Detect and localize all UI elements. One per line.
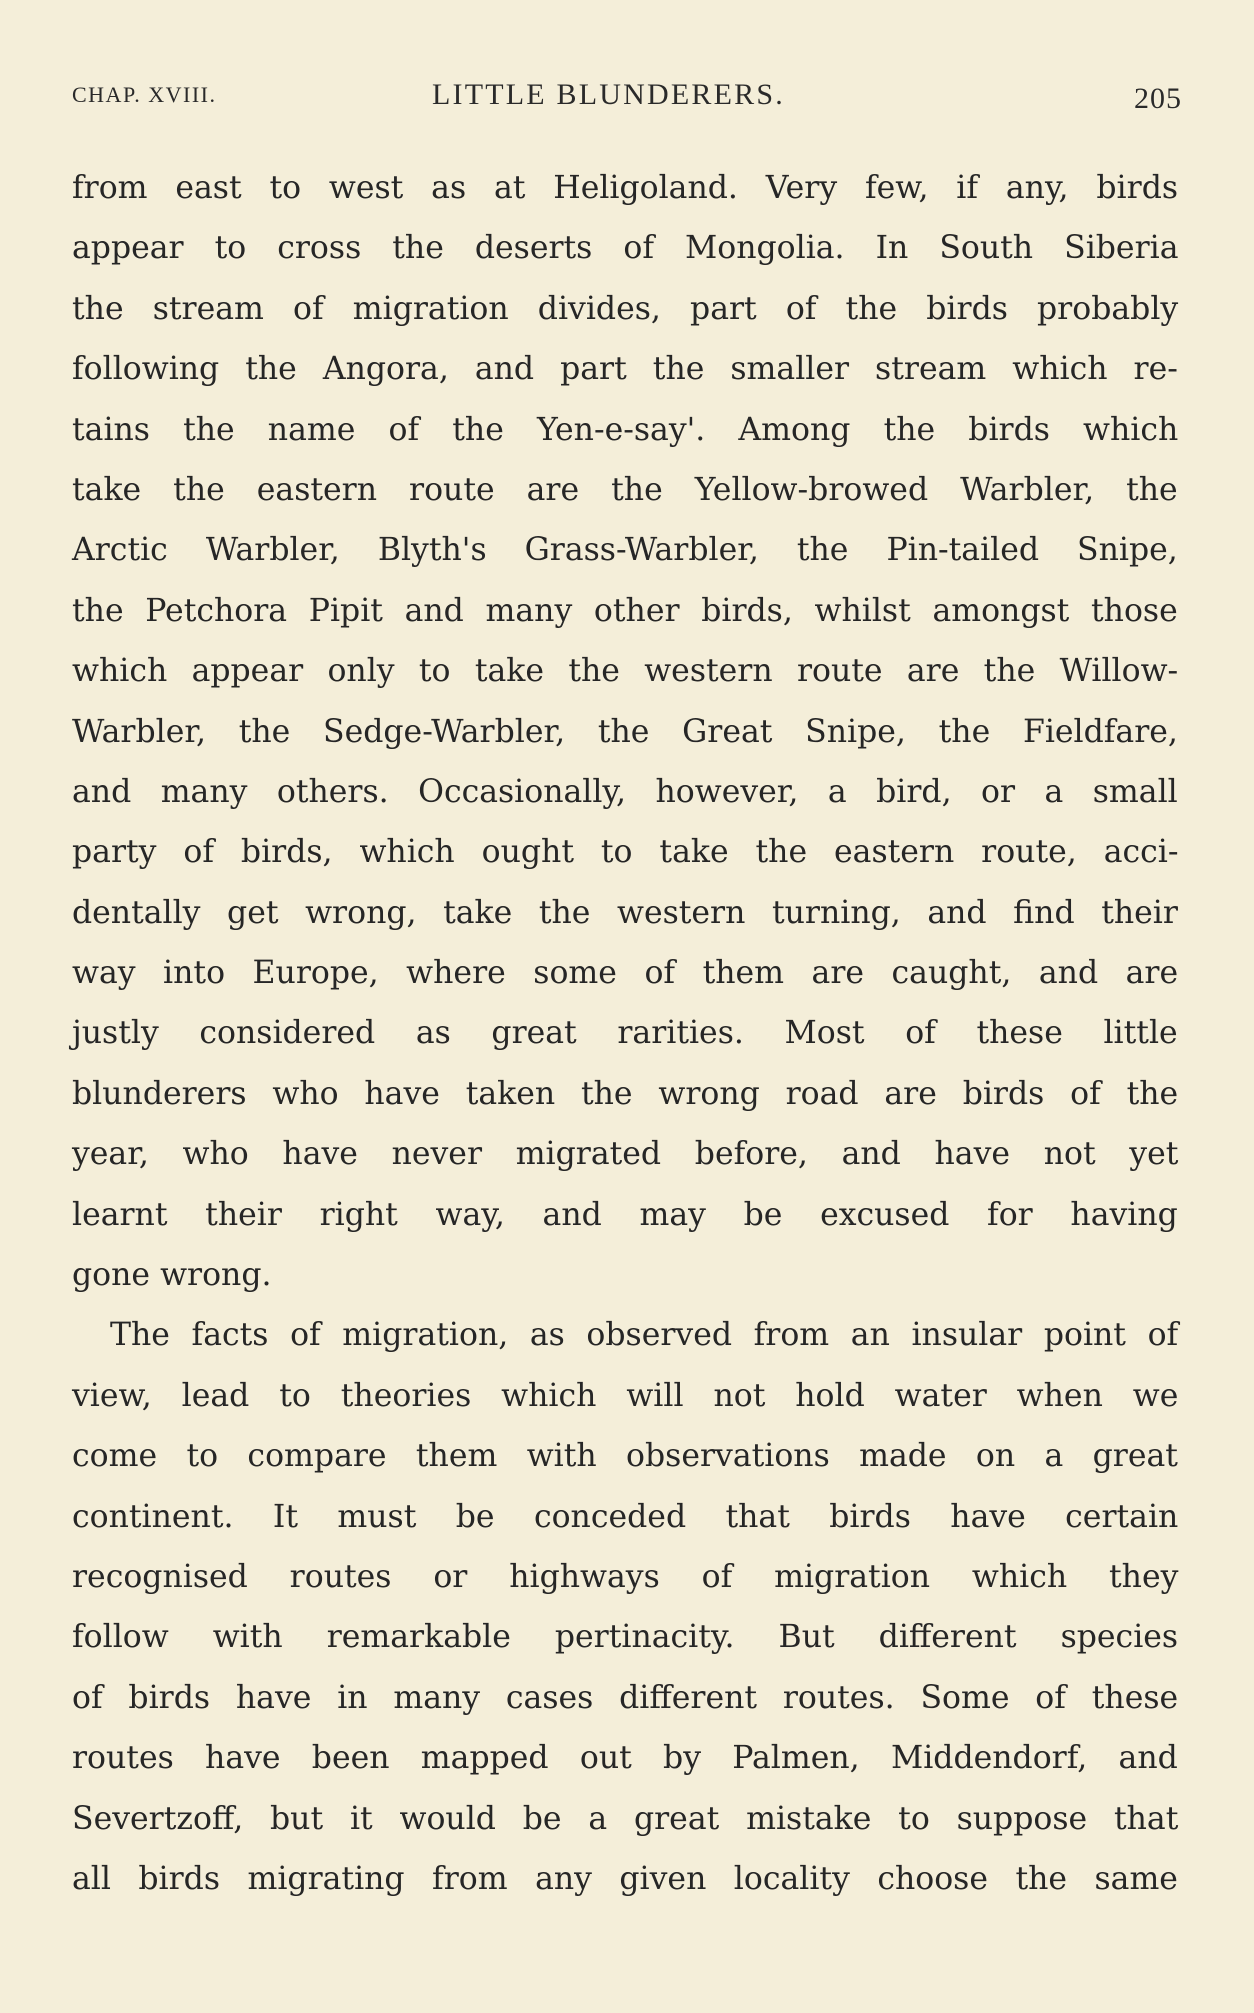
- text-line: from east to west as at Heligoland. Very few, if any, birds: [72, 170, 1179, 206]
- text-line: continent. It must be conceded that birds have certain: [72, 1498, 1179, 1535]
- chapter-label: CHAP. XVIII.: [72, 82, 217, 107]
- text-line: dentally get wrong, take the western turning, and find their: [72, 894, 1178, 931]
- text-line: follow with remarkable pertinacity. But different species: [72, 1619, 1179, 1656]
- text-line: year, who have never migrated before, and have not yet: [72, 1136, 1179, 1173]
- page-number: 205: [1134, 82, 1182, 115]
- text-line: come to compare them with observations made on a great: [72, 1438, 1178, 1475]
- text-line: Arctic Warbler, Blyth's Grass-Warbler, the Pin-tailed Snipe,: [72, 532, 1178, 569]
- text-line: party of birds, which ought to take the eastern route, acci-: [72, 834, 1179, 871]
- text-line: which appear only to take the western route are the Willow-: [72, 653, 1179, 690]
- text-line: and many others. Occasionally, however, a bird, or a small: [72, 773, 1178, 810]
- text-line: recognised routes or highways of migration which they: [72, 1558, 1179, 1595]
- text-line: Severtzoff, but it would be a great mistake to suppose that: [72, 1800, 1179, 1837]
- text-line: Warbler, the Sedge-Warbler, the Great Snipe, the Fieldfare,: [72, 713, 1178, 750]
- text-line: routes have been mapped out by Palmen, Middendorf, and: [72, 1740, 1178, 1777]
- paragraph-2: [72, 1305, 1178, 1909]
- running-title: LITTLE BLUNDERERS.: [432, 78, 785, 111]
- text-line: all birds migrating from any given locality choose the same: [72, 1860, 1178, 1897]
- body-text: [72, 158, 1178, 1909]
- text-line: blunderers who have taken the wrong road are birds of the: [72, 1075, 1179, 1112]
- text-line: view, lead to theories which will not hold water when we: [72, 1377, 1179, 1414]
- paragraph-1: [72, 158, 1178, 1305]
- text-line: the Petchora Pipit and many other birds, whilst amongst those: [72, 592, 1178, 629]
- running-header: [72, 78, 1182, 118]
- text-line: the stream of migration divides, part of the birds probably: [72, 290, 1179, 327]
- text-line: learnt their right way, and may be excused for having: [72, 1196, 1178, 1233]
- text-line: appear to cross the deserts of Mongolia. In South Siberia: [72, 230, 1179, 267]
- text-line: of birds have in many cases different routes. Some of these: [72, 1679, 1179, 1716]
- text-line: gone wrong.: [72, 1257, 272, 1294]
- text-line: following the Angora, and part the smaller stream which re-: [72, 351, 1178, 388]
- text-line: justly considered as great rarities. Most of these little: [72, 1015, 1178, 1052]
- text-line: The facts of migration, as observed from an insular point of: [110, 1317, 1179, 1354]
- text-line: take the eastern route are the Yellow-browed Warbler, the: [72, 471, 1178, 508]
- text-line: tains the name of the Yen-e-say'. Among the birds which: [72, 411, 1179, 448]
- text-line: way into Europe, where some of them are caught, and are: [72, 955, 1179, 992]
